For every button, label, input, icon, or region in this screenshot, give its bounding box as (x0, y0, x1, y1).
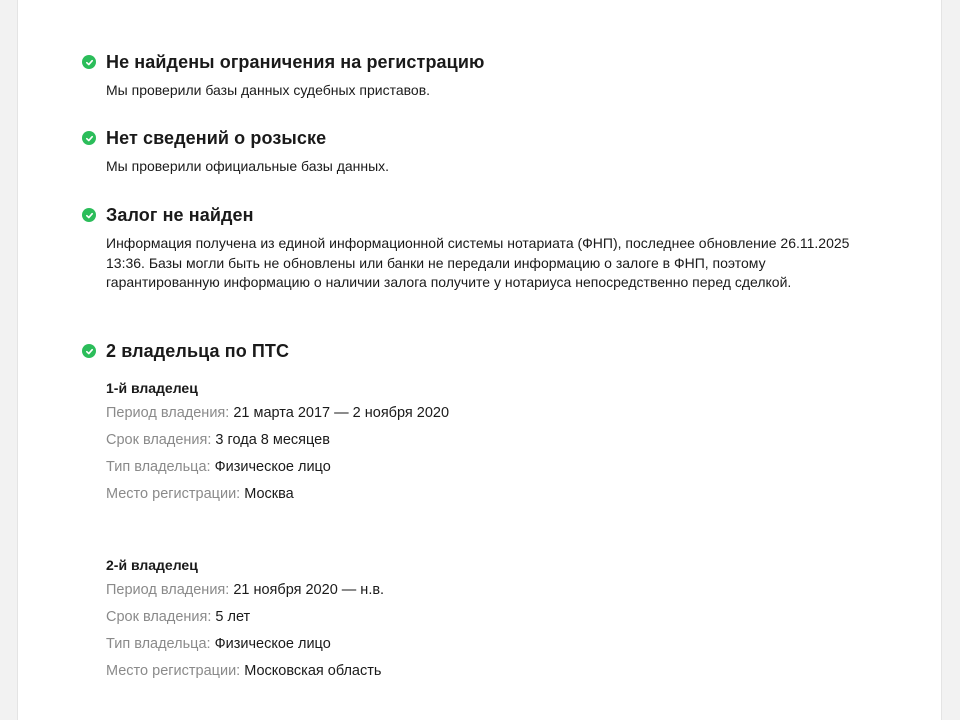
check-title: 2 владельца по ПТС (106, 340, 290, 361)
row-value: 21 ноября 2020 — н.в. (233, 582, 385, 598)
row-label: Период владения: (106, 582, 230, 598)
row-value: Физическое лицо (214, 636, 331, 652)
check-header (82, 50, 851, 74)
check-wanted (82, 126, 851, 177)
row-label: Тип владельца: (106, 459, 211, 475)
check-title: Не найдены ограничения на регистрацию (106, 51, 485, 72)
owner-row-duration (106, 427, 449, 454)
row-value: Москва (244, 486, 294, 502)
report-card (17, 0, 942, 720)
owner-details (106, 577, 384, 685)
row-value: 21 марта 2017 — 2 ноября 2020 (233, 405, 450, 421)
row-value: 5 лет (215, 609, 251, 625)
check-circle-icon (82, 55, 96, 69)
check-header (82, 203, 851, 227)
row-label: Место регистрации: (106, 663, 241, 679)
check-owners (82, 339, 289, 363)
row-value: Физическое лицо (214, 459, 331, 475)
owner-title: 1-й владелец (106, 380, 198, 396)
check-description: Мы проверили базы данных судебных приставов. (106, 82, 431, 98)
owner-2 (106, 555, 384, 685)
row-value: 3 года 8 месяцев (215, 432, 330, 448)
owner-row-registration (106, 481, 449, 508)
check-description: Информация получена из единой информационной системы нотариата (ФНП), последнее обновление 26.11.2025 13:36. Базы могли быть не обновлены или банки не передали информацию о залоге в ФНП, поэтому гарантированную информацию о наличии залога получите у нотариуса непосредственно перед сделкой. (106, 235, 850, 290)
check-circle-icon (82, 208, 96, 222)
row-label: Место регистрации: (106, 486, 241, 502)
check-description: Мы проверили официальные базы данных. (106, 158, 390, 174)
owner-title: 2-й владелец (106, 557, 198, 573)
check-circle-icon (82, 344, 96, 358)
check-registration-restrictions (82, 50, 851, 101)
check-circle-icon (82, 131, 96, 145)
owner-row-period (106, 400, 449, 427)
check-header (82, 339, 289, 363)
row-label: Тип владельца: (106, 636, 211, 652)
owner-details (106, 400, 449, 508)
check-title: Нет сведений о розыске (106, 127, 327, 148)
owner-1 (106, 378, 449, 508)
check-header (82, 126, 851, 150)
check-pledge (82, 203, 851, 293)
row-value: Московская область (244, 663, 382, 679)
row-label: Срок владения: (106, 432, 212, 448)
check-title: Залог не найден (106, 204, 254, 225)
owner-row-registration (106, 658, 384, 685)
owner-row-period (106, 577, 384, 604)
row-label: Срок владения: (106, 609, 212, 625)
row-label: Период владения: (106, 405, 230, 421)
owner-row-duration (106, 604, 384, 631)
owner-row-type (106, 631, 384, 658)
owner-row-type (106, 454, 449, 481)
